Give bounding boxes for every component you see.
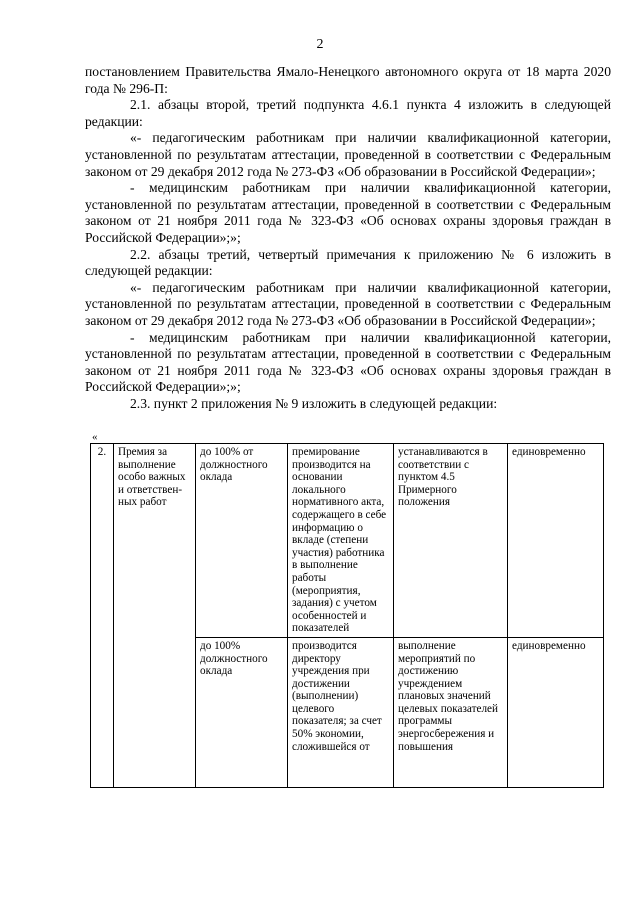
bonus-amount-text: до 100% должностного оклада: [200, 639, 268, 678]
bonus-criteria: устанавливаются в соответствии с пунктом 4.5 Примерного положения: [394, 444, 508, 638]
bonus-name: Премия за выполнение особо важных и ответствен-ных работ: [114, 444, 196, 788]
bonus-procedure: премирование производится на основании локального нормативного акта, содержащего в себе информацию о вкладе (степени участия) работника в выполнение работы (мероприятия, задания) с учетом особенностей и показателей: [288, 444, 394, 638]
bonus-frequency: [508, 637, 604, 787]
bonus-frequency-text: единовременно: [512, 639, 586, 652]
bonus-table: [90, 443, 604, 788]
table-row: [91, 444, 604, 638]
bonus-procedure: [288, 637, 394, 787]
paragraph: 2.2. абзацы третий, четвертый примечания к приложению № 6 изложить в следующей редакции:: [85, 246, 611, 279]
paragraph: «- педагогическим работникам при наличии квалификационной категории, установленной по результатам аттестации, проведенной в соответствии с Федеральным законом от 29 декабря 2012 года № 273-ФЗ «Об образовании в Российской Федерации»;: [85, 279, 611, 328]
paragraph: - медицинским работникам при наличии квалификационной категории, установленной по результатам аттестации, проведенной в соответствии с Федеральным законом от 21 ноября 2011 года № 323-ФЗ «Об основах охраны здоровья граждан в Российской Федерации»;»;: [85, 329, 611, 395]
bonus-procedure-text: производится директору учреждения при достижении (выполнении) целевого показателя; за счет 50% экономии, сложившейся от: [292, 639, 382, 753]
paragraph: - медицинским работникам при наличии квалификационной категории, установленной по результатам аттестации, проведенной в соответствии с Федеральным законом от 21 ноября 2011 года № 323-ФЗ «Об основах охраны здоровья граждан в Российской Федерации»;»;: [85, 180, 611, 245]
bonus-frequency: единовременно: [508, 444, 604, 638]
bonus-criteria: [394, 637, 508, 787]
page-number: 2: [316, 37, 324, 52]
document-body: [85, 64, 611, 412]
paragraph: 2.1. абзацы второй, третий подпункта 4.6.1 пункта 4 изложить в следующей редакции:: [85, 97, 611, 129]
bonus-amount: до 100% от должностного оклада: [196, 444, 288, 638]
paragraph: 2.3. пункт 2 приложения № 9 изложить в следующей редакции:: [130, 395, 498, 411]
paragraph: постановлением Правительства Ямало-Ненецкого автономного округа от 18 марта 2020 года № 296-П:: [85, 64, 611, 96]
bonus-criteria-text: выполнение мероприятий по достижению учреждением плановых значений целевых показателей программы энергосбережения и повышения: [398, 639, 498, 753]
table-open-quote: «: [92, 431, 98, 443]
item-number: 2.: [91, 444, 114, 788]
paragraph: «- педагогическим работникам при наличии квалификационной категории, установленной по результатам аттестации, проведенной в соответствии с Федеральным законом от 29 декабря 2012 года № 273-ФЗ «Об образовании в Российской Федерации»;: [85, 130, 611, 179]
bonus-amount: [196, 637, 288, 787]
